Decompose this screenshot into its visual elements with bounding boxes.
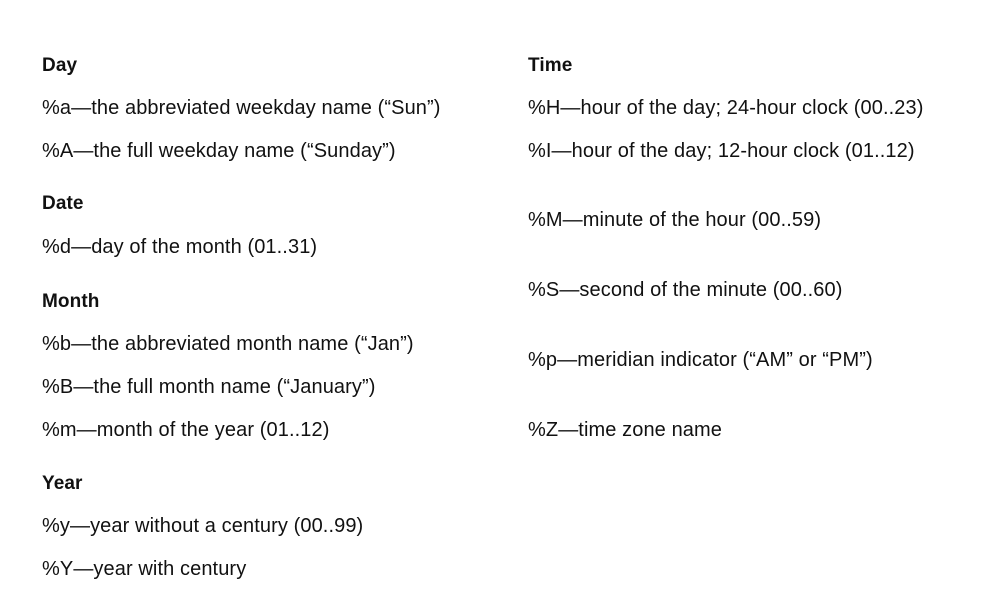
day-heading: Day xyxy=(42,55,78,76)
format-month-number: %m—month of the year (01..12) xyxy=(42,419,330,441)
format-minute: %M—minute of the hour (00..59) xyxy=(528,209,822,231)
format-year-short: %y—year without a century (00..99) xyxy=(42,515,364,537)
month-heading: Month xyxy=(42,291,100,312)
format-full-month: %B—the full month name (“January”) xyxy=(42,376,376,398)
time-heading: Time xyxy=(528,55,573,76)
format-abbreviated-weekday: %a—the abbreviated weekday name (“Sun”) xyxy=(42,97,441,119)
format-year-century: %Y—year with century xyxy=(42,558,247,580)
format-abbreviated-month: %b—the abbreviated month name (“Jan”) xyxy=(42,333,414,355)
format-hour-12: %I—hour of the day; 12-hour clock (01..12) xyxy=(528,140,915,162)
format-meridian: %p—meridian indicator (“AM” or “PM”) xyxy=(528,349,873,371)
format-full-weekday: %A—the full weekday name (“Sunday”) xyxy=(42,140,396,162)
format-hour-24: %H—hour of the day; 24-hour clock (00..23) xyxy=(528,97,924,119)
format-time-zone: %Z—time zone name xyxy=(528,419,722,441)
format-second: %S—second of the minute (00..60) xyxy=(528,279,843,301)
date-heading: Date xyxy=(42,193,84,214)
format-day-of-month: %d—day of the month (01..31) xyxy=(42,236,318,258)
year-heading: Year xyxy=(42,473,83,494)
